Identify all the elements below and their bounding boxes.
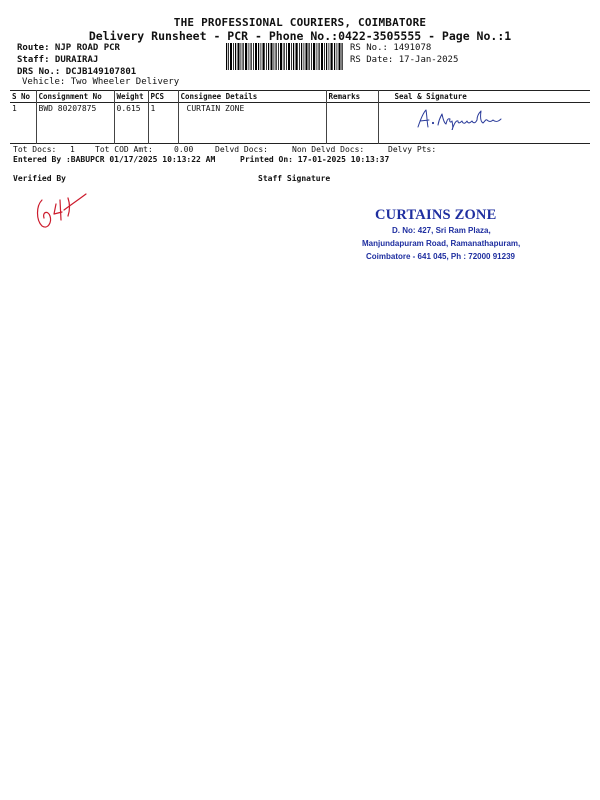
delvy-pts-label: Delvy Pts: (388, 145, 437, 154)
verified-by-label: Verified By (13, 174, 66, 183)
barcode-image (226, 43, 343, 70)
runsheet-title: Delivery Runsheet - PCR - Phone No.:0422-3505555 - Page No.:1 (88, 29, 512, 43)
handwritten-signature (415, 108, 515, 130)
stamp-company-name: CURTAINS ZONE (375, 207, 497, 223)
col-header-consignment: Consignment No (36, 91, 114, 103)
stamp-address-line2: Manjundapuram Road, Ramanathapuram, (362, 239, 521, 248)
stamp-address-line3: Coimbatore - 641 045, Ph : 72000 91239 (366, 252, 515, 261)
cell-remarks (326, 103, 378, 144)
entered-by: Entered By :BABUPCR 01/17/2025 10:13:22 AM (13, 155, 216, 164)
col-header-seal-signature: Seal & Signature (394, 92, 467, 101)
route-label: Route: NJP ROAD PCR (17, 43, 120, 53)
cod-value: 0.00 (174, 145, 194, 154)
cell-consignment: BWD 80207875 (36, 103, 114, 144)
cell-consignee: CURTAIN ZONE (178, 103, 326, 144)
table-header-row (10, 91, 590, 103)
rs-number: RS No.: 1491078 (350, 43, 432, 53)
tot-docs-value: 1 (70, 145, 75, 154)
drs-number: DRS No.: DCJB149107801 (17, 67, 137, 77)
stamp-address-line1: D. No: 427, Sri Ram Plaza, (392, 226, 491, 235)
company-title: THE PROFESSIONAL COURIERS, COIMBATORE (173, 16, 427, 29)
col-header-consignee: Consignee Details (178, 91, 326, 103)
delvd-docs-label: Delvd Docs: (215, 145, 268, 154)
non-delvd-docs-label: Non Delvd Docs: (292, 145, 365, 154)
col-header-sno: S No (10, 91, 36, 103)
red-ink-initials (30, 190, 90, 234)
cell-weight: 0.615 (114, 103, 148, 144)
staff-signature-label: Staff Signature (258, 174, 331, 183)
rs-date: RS Date: 17-Jan-2025 (350, 55, 459, 65)
cell-sno: 1 (10, 103, 36, 144)
col-header-remarks: Remarks (326, 91, 378, 103)
printed-on: Printed On: 17-01-2025 10:13:37 (240, 155, 390, 164)
tot-docs-label: Tot Docs: (13, 145, 57, 154)
vehicle-label: Vehicle: Two Wheeler Delivery (22, 77, 180, 87)
col-header-weight: Weight (114, 91, 148, 103)
cod-label: Tot COD Amt: (95, 145, 153, 154)
col-header-pcs: PCS (148, 91, 178, 103)
cell-pcs: 1 (148, 103, 178, 144)
staff-label: Staff: DURAIRAJ (17, 55, 99, 65)
